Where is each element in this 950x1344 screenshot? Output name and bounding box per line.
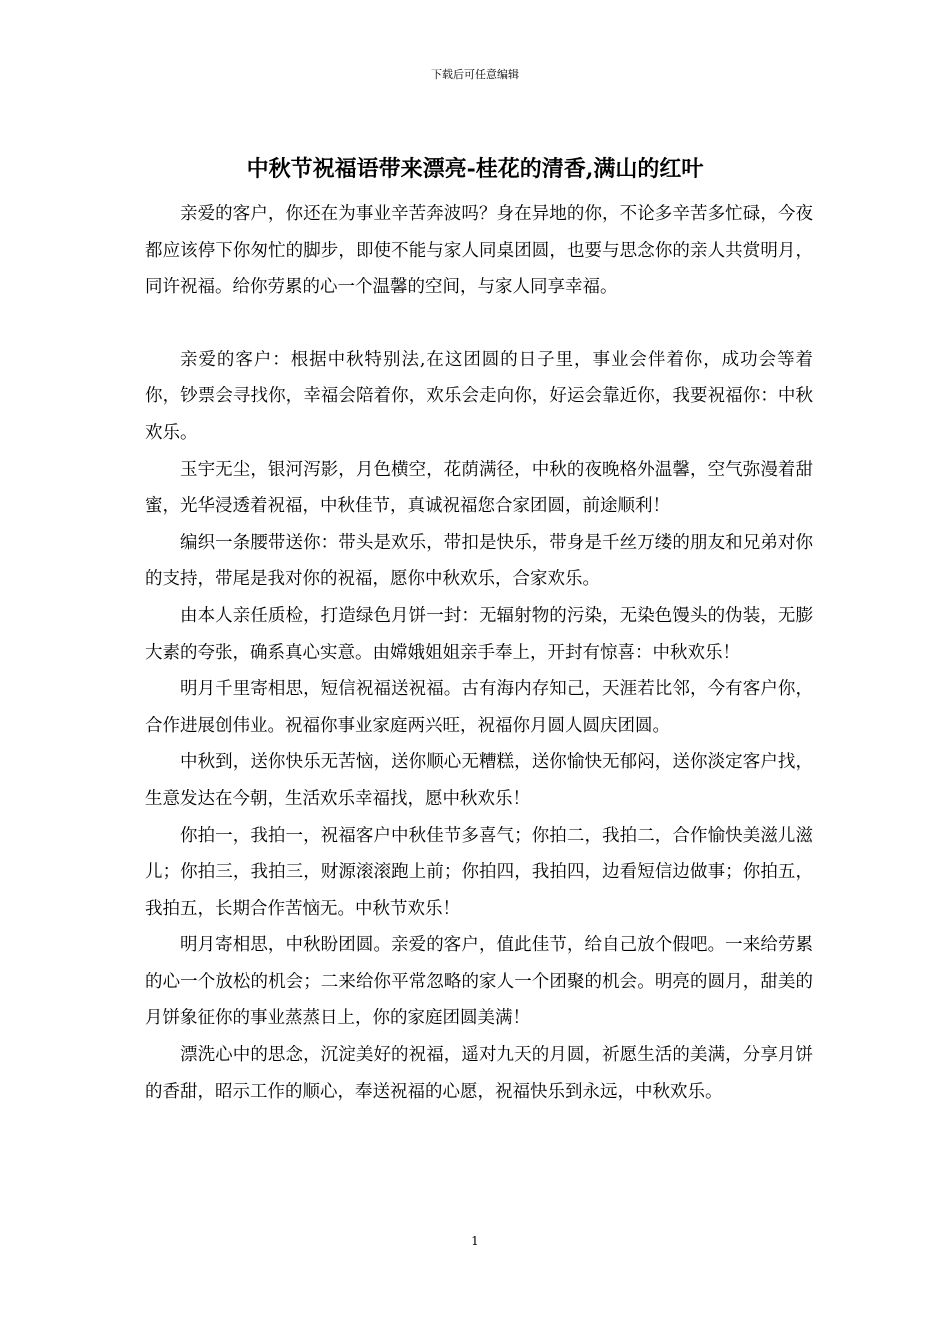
paragraph-3: 玉宇无尘，银河泻影，月色横空，花荫满径，中秋的夜晚格外温馨，空气弥漫着甜蜜，光华浸透着祝福，中秋佳节，真诚祝福您合家团圆，前途顺利！	[145, 459, 813, 517]
paragraph-4: 编织一条腰带送你：带头是欢乐，带扣是快乐，带身是千丝万缕的朋友和兄弟对你的支持，带尾是我对你的祝福，愿你中秋欢乐，合家欢乐。	[145, 532, 813, 590]
document-body	[145, 196, 813, 1110]
paragraph-8: 你拍一，我拍一，祝福客户中秋佳节多喜气；你拍二，我拍二，合作愉快美滋儿滋儿；你拍三，我拍三，财源滚滚跑上前；你拍四，我拍四，边看短信边做事；你拍五，我拍五，长期合作苦恼无。中秋节欢乐！	[145, 825, 813, 919]
document-title: 中秋节祝福语带来漂亮-桂花的清香,满山的红叶	[246, 156, 704, 182]
paragraph-9: 明月寄相思，中秋盼团圆。亲爱的客户，值此佳节，给自己放个假吧。一来给劳累的心一个放松的机会；二来给你平常忽略的家人一个团聚的机会。明亮的圆月，甜美的月饼象征你的事业蒸蒸日上，你的家庭团圆美满！	[145, 935, 813, 1029]
page-number: 1	[471, 1234, 479, 1248]
paragraph-7: 中秋到，送你快乐无苦恼，送你顺心无糟糕，送你愉快无郁闷，送你淡定客户找，生意发达在今朝，生活欢乐幸福找，愿中秋欢乐！	[145, 752, 813, 809]
paragraph-10: 漂洗心中的思念，沉淀美好的祝福，遥对九天的月圆，祈愿生活的美满，分享月饼的香甜，昭示工作的顺心，奉送祝福的心愿，祝福快乐到永远，中秋欢乐。	[145, 1045, 813, 1102]
page-header-note: 下载后可任意编辑	[431, 68, 519, 81]
paragraph-6: 明月千里寄相思，短信祝福送祝福。古有海内存知己，天涯若比邻，今有客户你，合作进展创伟业。祝福你事业家庭两兴旺，祝福你月圆人圆庆团圆。	[145, 679, 813, 736]
paragraph-1: 亲爱的客户，你还在为事业辛苦奔波吗？身在异地的你，不论多辛苦多忙碌，今夜都应该停下你匆忙的脚步，即使不能与家人同桌团圆，也要与思念你的亲人共赏明月，同许祝福。给你劳累的心一个温馨的空间，与家人同享幸福。	[145, 204, 813, 298]
paragraph-5: 由本人亲任质检，打造绿色月饼一封：无辐射物的污染，无染色馒头的伪装，无膨大素的夸张，确系真心实意。由嫦娥姐姐亲手奉上，开封有惊喜：中秋欢乐！	[145, 605, 813, 663]
paragraph-2: 亲爱的客户：根据中秋特别法,在这团圆的日子里，事业会伴着你，成功会等着你，钞票会寻找你，幸福会陪着你，欢乐会走向你，好运会靠近你，我要祝福你：中秋欢乐。	[145, 349, 813, 443]
